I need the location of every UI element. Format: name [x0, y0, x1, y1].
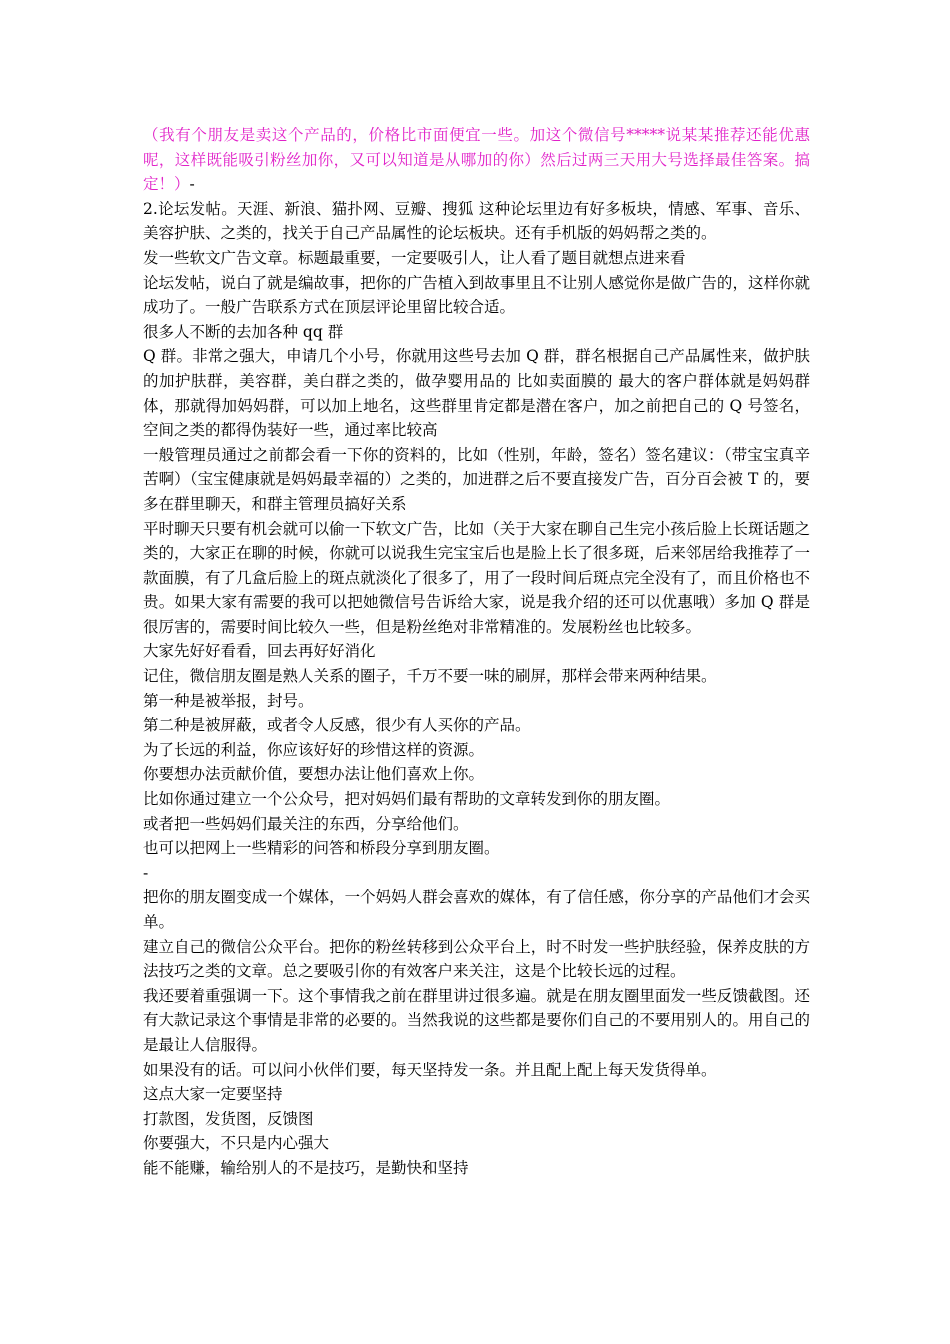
paragraph-images-list: 打款图，发货图，反馈图 [143, 1109, 314, 1128]
paragraph-forum-story: 论坛发帖，说白了就是编故事，把你的广告植入到故事里且不让别人感觉你是做广告的，这样你就成功了。一般广告联系方式在顶层评论里留比较合适。 [143, 273, 810, 317]
intro-paragraph [143, 123, 810, 197]
paragraph-chat-ad: 平时聊天只要有机会就可以偷一下软文广告，比如（关于大家在聊自己生完小孩后脸上长斑话题之类的，大家正在聊的时候，你就可以说我生完宝宝后也是脸上长了很多斑，后来邻居给我推荐了一款面膜，有了几盒后脸上的斑点就淡化了很多了，用了一段时间后斑点完全没有了，而且价格也不贵。如果大家有需要的我可以把她微信号告诉给大家，说是我介绍的还可以优惠哦）多加 Q 群是很厉害的，需要时间比较久一些，但是粉丝绝对非常精准的。发展粉丝也比较多。 [143, 519, 810, 636]
paragraph-be-strong: 你要强大，不只是内心强大 [143, 1134, 330, 1153]
paragraph-feedback-screenshots: 我还要着重强调一下。这个事情我之前在群里讲过很多遍。就是在朋友圈里面发一些反馈截图。还有大款记录这个事情是非常的必要的。当然我说的这些都是要你们自己的不要用别人的。用自己的是最让人信服得。 [143, 986, 810, 1054]
paragraph-share-qa: 也可以把网上一些精彩的问答和桥段分享到朋友圈。 [143, 839, 500, 858]
paragraph-persist: 这点大家一定要坚持 [143, 1085, 283, 1104]
paragraph-wechat-platform: 建立自己的微信公众平台。把你的粉丝转移到公众平台上，时不时发一些护肤经验，保养皮肤的方法技巧之类的文章。总之要吸引你的有效客户来关注，这是个比较长远的过程。 [143, 937, 810, 981]
paragraph-forum-posting: 2.论坛发帖。天涯、新浪、猫扑网、豆瓣、搜狐 这种论坛里边有好多板块，情感、军事、音乐、美容护肤、之类的，找关于自己产品属性的论坛板块。还有手机版的妈妈帮之类的。 [143, 199, 810, 243]
paragraph-diligence: 能不能赚，输给别人的不是技巧，是勤快和坚持 [143, 1158, 469, 1177]
paragraph-soft-ad: 发一些软文广告文章。标题最重要，一定要吸引人，让人看了题目就想点进来看 [143, 248, 686, 267]
paragraph-ask-partners: 如果没有的话。可以问小伙伴们要，每天坚持发一条。并且配上配上每天发货得单。 [143, 1060, 717, 1079]
paragraph-long-term: 为了长远的利益，你应该好好的珍惜这样的资源。 [143, 740, 485, 759]
dash-marker: - [189, 175, 195, 194]
paragraph-media: 把你的朋友圈变成一个媒体，一个妈妈人群会喜欢的媒体，有了信任感，你分享的产品他们才会买单。 [143, 888, 810, 931]
highlighted-text: （我有个朋友是卖这个产品的，价格比市面便宜一些。加这个微信号*****说某某推荐还能优惠呢，这样既能吸引粉丝加你，又可以知道是从哪加的你）然后过两三天用大号选择最佳答案。搞定！） [143, 126, 810, 194]
paragraph-digest: 大家先好好看看，回去再好好消化 [143, 642, 376, 661]
paragraph-q-group-detail: Q 群。非常之强大，申请几个小号，你就用这些号去加 Q 群，群名根据自己产品属性来，做护肤的加护肤群，美容群，美白群之类的，做孕婴用品的 比如卖面膜的 最大的客户群体就是妈妈群体，那就得加妈妈群，可以加上地名，这些群里肯定都是潜在客户，加之前把自己的 Q 号签名，空间之类的都得伪装好一些，通过率比较高 [143, 347, 810, 440]
dash-line: - [143, 863, 149, 882]
paragraph-share-things: 或者把一些妈妈们最关注的东西，分享给他们。 [143, 814, 469, 833]
paragraph-qq-groups: 很多人不断的去加各种 qq 群 [143, 322, 344, 341]
paragraph-remember: 记住，微信朋友圈是熟人关系的圈子，千万不要一味的刷屏，那样会带来两种结果。 [143, 667, 717, 686]
paragraph-result-two: 第二种是被屏蔽，或者令人反感，很少有人买你的产品。 [143, 716, 531, 735]
paragraph-contribute-value: 你要想办法贡献价值，要想办法让他们喜欢上你。 [143, 765, 485, 784]
paragraph-public-account: 比如你通过建立一个公众号，把对妈妈们最有帮助的文章转发到你的朋友圈。 [143, 790, 671, 809]
paragraph-admin-check: 一般管理员通过之前都会看一下你的资料的，比如（性别，年龄，签名）签名建议：（带宝宝真辛苦啊）（宝宝健康就是妈妈最幸福的）之类的，加进群之后不要直接发广告，百分百会被 T 的，要多在群里聊天，和群主管理员搞好关系 [143, 445, 810, 513]
paragraph-result-one: 第一种是被举报，封号。 [143, 691, 314, 710]
